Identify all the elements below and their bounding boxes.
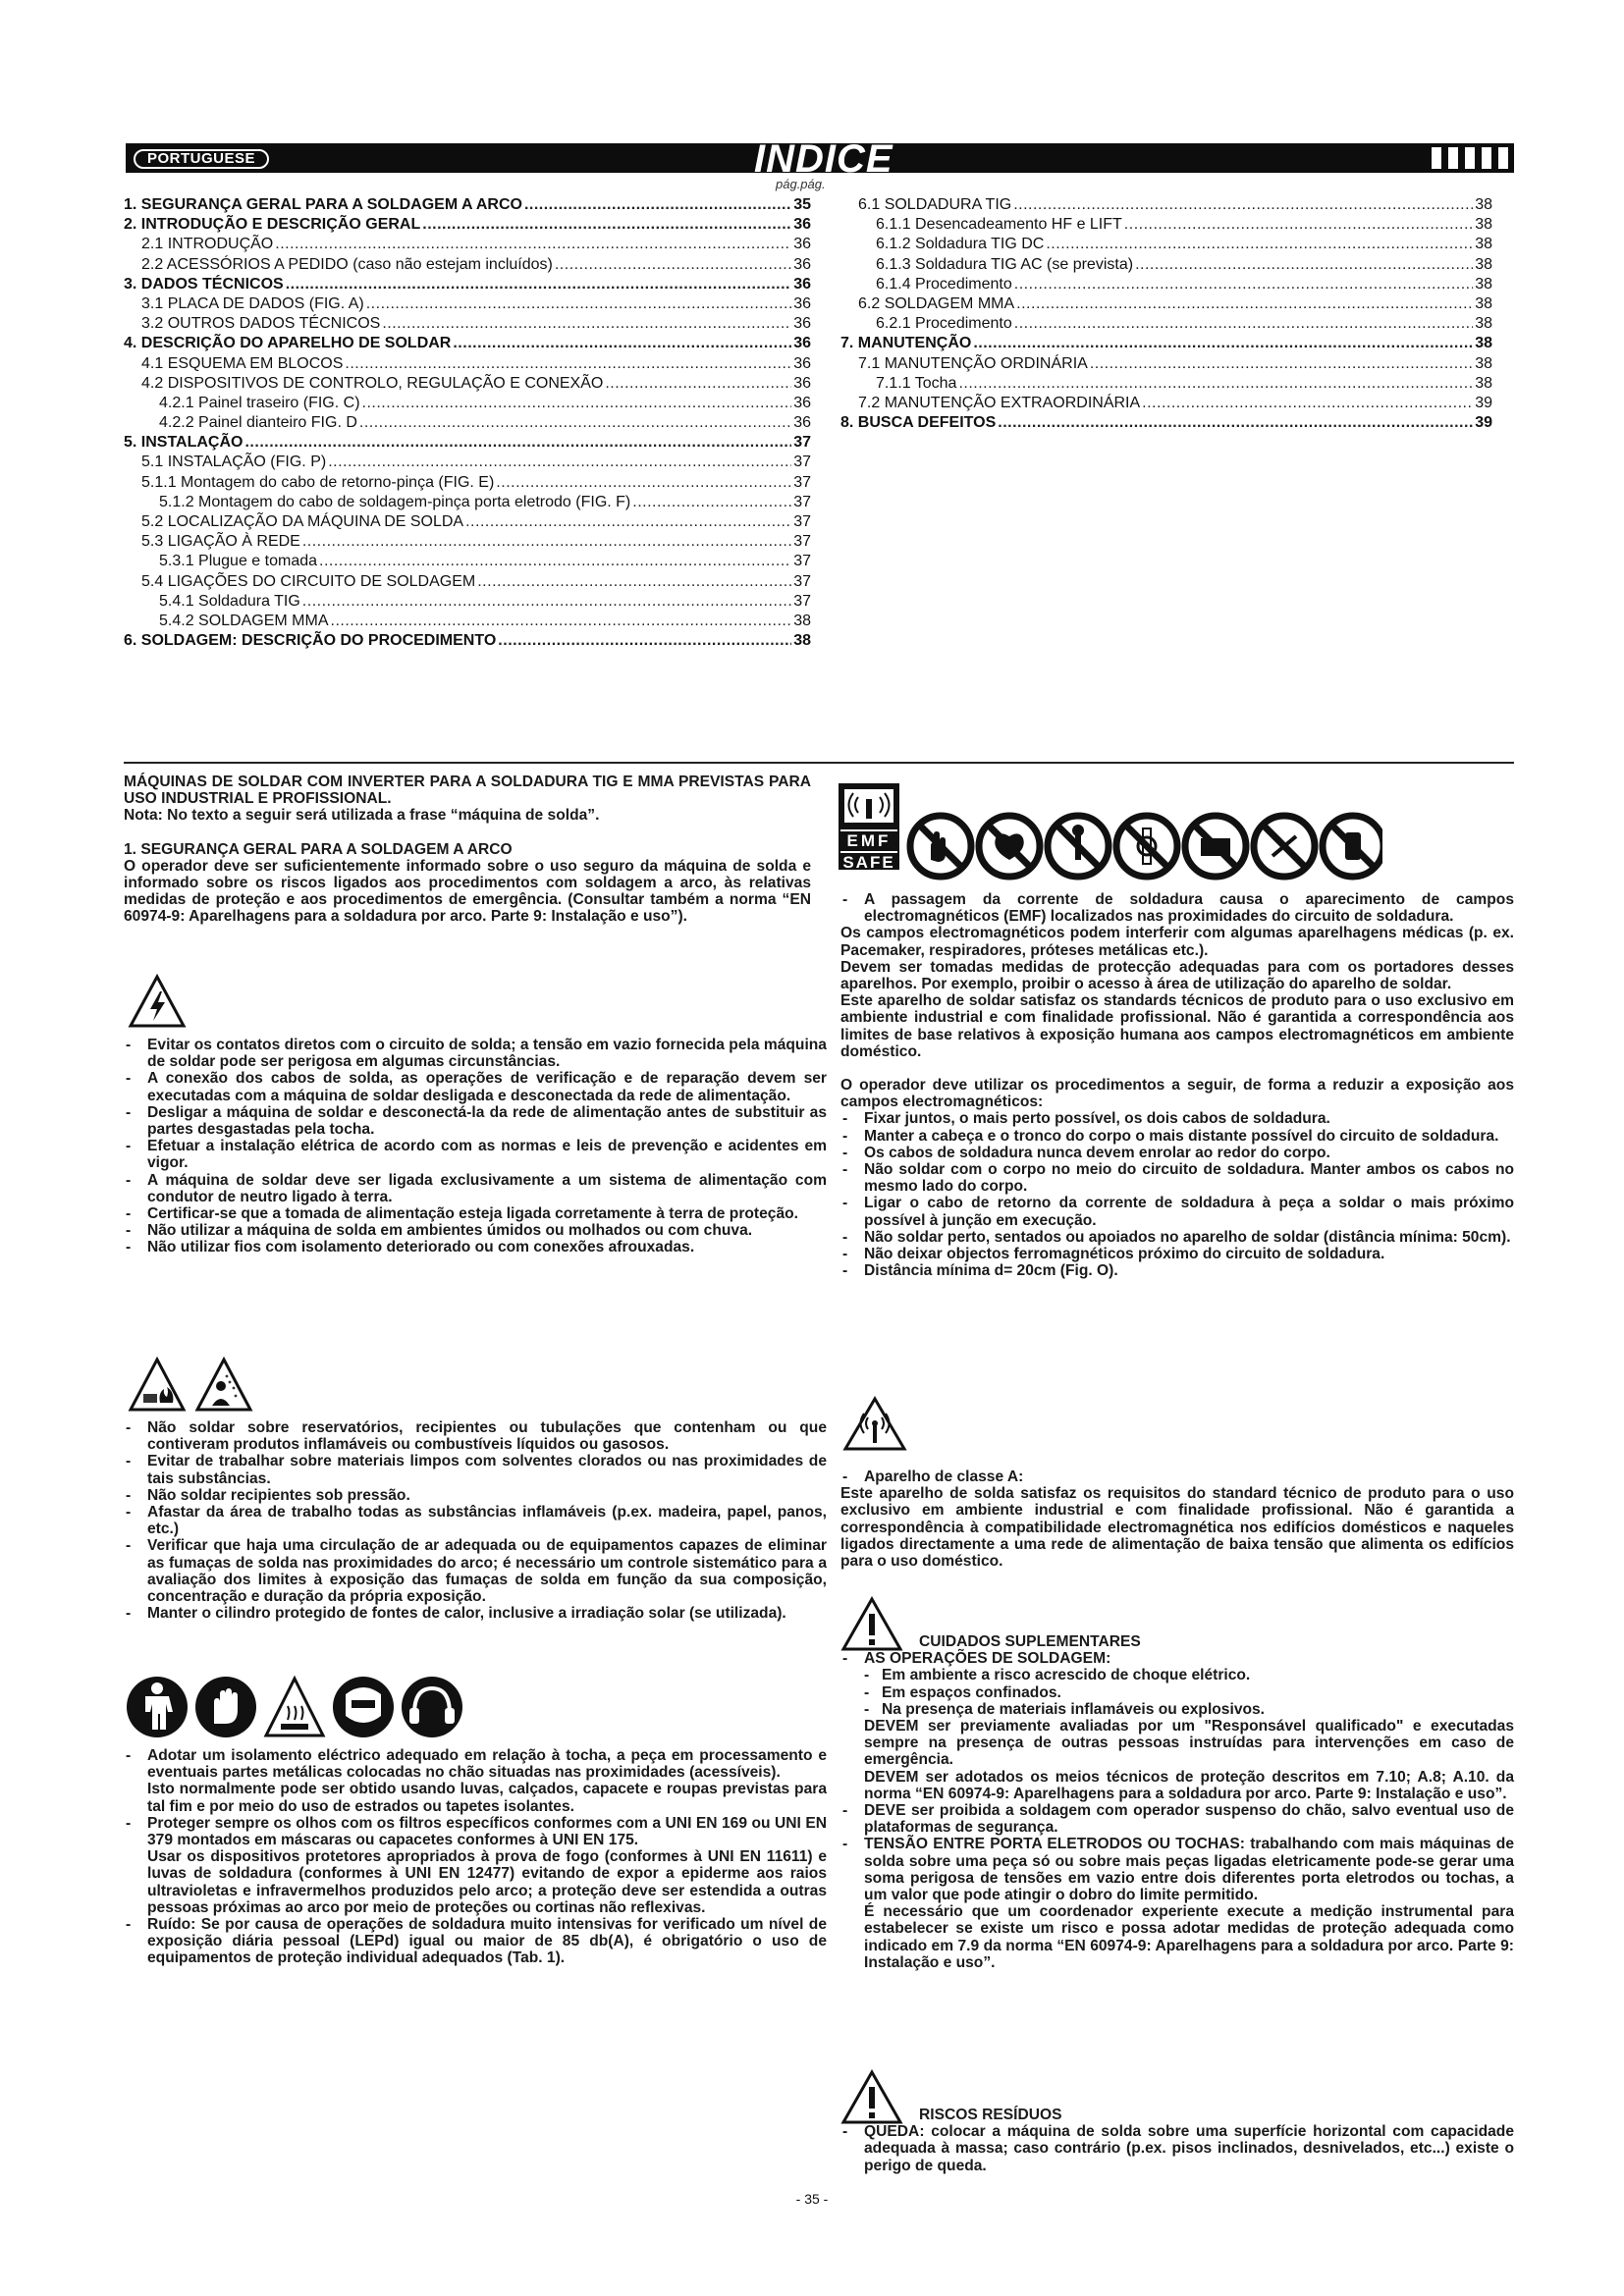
toc-leader-dots bbox=[366, 294, 791, 314]
toc-entry-title: 6.1.2 Soldadura TIG DC bbox=[876, 236, 1045, 253]
emf-block bbox=[840, 891, 1514, 1279]
intro-note: Nota: No texto a seguir será utilizada a frase “máquina de solda”. bbox=[124, 807, 600, 825]
safe-label: SAFE bbox=[840, 851, 897, 873]
toc-entry-page: 36 bbox=[793, 216, 811, 234]
toc-entry bbox=[124, 334, 811, 353]
prohibition-icons bbox=[905, 811, 1382, 881]
toc-entry-page: 37 bbox=[793, 473, 811, 491]
residual-risk-list bbox=[840, 2123, 1514, 2174]
class-a-list bbox=[840, 1468, 1514, 1485]
toc-entry-page: 36 bbox=[793, 354, 811, 372]
toc-entry-page: 36 bbox=[793, 394, 811, 411]
toc-entry bbox=[840, 334, 1492, 353]
toc-entry bbox=[124, 433, 811, 453]
toc-leader-dots bbox=[555, 255, 791, 275]
toc-entry-page: 38 bbox=[1475, 255, 1492, 273]
toc-entry bbox=[840, 374, 1492, 394]
toc-entry-title: 6.1.3 Soldadura TIG AC (se prevista) bbox=[876, 255, 1134, 273]
toc-entry-title: 5.4 LIGAÇÕES DO CIRCUITO DE SOLDAGEM bbox=[141, 572, 476, 590]
toc-leader-dots bbox=[382, 314, 791, 334]
toc-entry-title: 4.2.2 Painel dianteiro FIG. D bbox=[159, 414, 357, 432]
list-item: - Manter a cabeça e o tronco do corpo o mais distante possível do circuito de soldadura. bbox=[840, 1128, 1514, 1145]
toc-entry-title: 6.1.4 Procedimento bbox=[876, 275, 1012, 293]
toc-entry-title: 5.4.2 SOLDAGEM MMA bbox=[159, 612, 329, 629]
toc-leader-dots bbox=[1124, 215, 1473, 235]
toc-leader-dots bbox=[1090, 354, 1473, 374]
toc-entry-page: 38 bbox=[1475, 275, 1492, 293]
toc-entry bbox=[124, 512, 811, 532]
toc-entry bbox=[124, 255, 811, 275]
emf-safe-badge bbox=[839, 783, 899, 870]
toc-entry-title: 2.1 INTRODUÇÃO bbox=[141, 236, 274, 253]
list-item: - Evitar os contatos diretos com o circuito de solda; a tensão em vazio fornecida pela máquina de soldar pode ser perigosa em algumas circunstâncias. bbox=[124, 1037, 827, 1070]
toc-entry bbox=[124, 294, 811, 314]
toc-entry bbox=[840, 294, 1492, 314]
toc-entry-page: 36 bbox=[793, 374, 811, 392]
toc-entry-title: 5. INSTALAÇÃO bbox=[124, 434, 244, 452]
toc-leader-dots bbox=[465, 512, 791, 532]
toc-entry-page: 37 bbox=[793, 572, 811, 590]
toc-entry-title: 4.2.1 Painel traseiro (FIG. C) bbox=[159, 394, 360, 411]
fire-hazard-icon bbox=[131, 1360, 184, 1410]
list-item: - DEVE ser proibida a soldagem com operador suspenso do chão, salvo eventual uso de plataformas de segurança. bbox=[840, 1802, 1514, 1836]
protective-clothing-icon bbox=[127, 1677, 188, 1737]
toc-entry-page: 39 bbox=[1475, 394, 1492, 411]
toc-leader-dots bbox=[286, 275, 792, 294]
supplementary-care-paragraph-1: DEVEM ser previamente avaliadas por um "Responsável qualificado" e executadas sempre na presença de outras pessoas instruídas para intervenções em caso de emergência. bbox=[864, 1718, 1514, 1769]
emf-procedure-list bbox=[840, 1110, 1514, 1279]
no-electronic-devices-icon bbox=[1323, 816, 1382, 877]
toc-entry bbox=[124, 374, 811, 394]
toc-entry-title: 4. DESCRIÇÃO DO APARELHO DE SOLDAR bbox=[124, 335, 452, 352]
no-magnetic-card-icon bbox=[1185, 816, 1246, 877]
list-item: - Distância mínima d= 20cm (Fig. O). bbox=[840, 1262, 1514, 1279]
emf-paragraph-1: Os campos electromagnéticos podem interferir com algumas aparelhagens médicas (p. ex. Pacemaker, respiradores, próteses metálicas etc.). bbox=[840, 925, 1514, 959]
list-item: - QUEDA: colocar a máquina de solda sobre uma superfície horizontal com capacidade adequada à massa; caso contrário (p.ex. pisos inclinados, desnivelados, etc...) existe o perigo de queda. bbox=[840, 2123, 1514, 2174]
toc-entry-page: 35 bbox=[793, 196, 811, 213]
ppe-list bbox=[124, 1747, 827, 1967]
list-item: - Não soldar recipientes sob pressão. bbox=[124, 1487, 827, 1504]
electric-hazard-icon bbox=[128, 974, 187, 1029]
toc-entry-page: 38 bbox=[793, 612, 811, 629]
toc-entry-title: 6.1.1 Desencadeamento HF e LIFT bbox=[876, 216, 1122, 234]
toc-entry bbox=[124, 453, 811, 472]
list-item: - Não soldar sobre reservatórios, recipientes ou tubulações que contenham ou que contiveram produtos inflamáveis ou combustíveis líquidos ou gasosos. bbox=[124, 1419, 827, 1453]
toc-entry bbox=[124, 473, 811, 493]
list-item: - TENSÃO ENTRE PORTA ELETRODOS OU TOCHAS: trabalhando com mais máquinas de solda sobre uma peça só ou sobre mais peças ligadas eletricamente pode-se gerar uma soma perigosa de tensões em vazio entre dois diferentes porta eletrodos ou tochas, a um valor que pode atingir o dobro do limite permitido. É necessário que um coordenador experiente execute a medição instrumental para estabelecer se existe um risco e possa adotar medidas de proteção adequada como indicado em 7.9 da norma “EN 60974-9: Aparelhagens para a soldadura por arco. Parte 9: Instalação e uso”. bbox=[840, 1836, 1514, 1971]
no-metal-objects-icon bbox=[1254, 816, 1315, 877]
toc-entry-title: 1. SEGURANÇA GERAL PARA A SOLDAGEM A ARCO bbox=[124, 196, 522, 213]
toc-entry bbox=[124, 195, 811, 215]
list-item: - A máquina de soldar deve ser ligada exclusivamente a um sistema de alimentação com condutor de neutro ligado à terra. bbox=[124, 1172, 827, 1205]
fire-safety-list bbox=[124, 1419, 827, 1622]
toc-entry bbox=[840, 275, 1492, 294]
toc-leader-dots bbox=[477, 572, 791, 592]
fire-list-block bbox=[124, 1419, 827, 1622]
list-item: - Evitar de trabalhar sobre materiais limpos com solventes clorados ou nas proximidades de tais substâncias. bbox=[124, 1453, 827, 1486]
toc-leader-dots bbox=[1014, 314, 1473, 334]
list-item: - Ruído: Se por causa de operações de soldadura muito intensivas for verificado um nível de exposição diária pessoal (LEPd) igual ou maior de 85 db(A), é obrigatório o uso de equipamentos de proteção individual adequados (Tab. 1). bbox=[124, 1916, 827, 1967]
toc-leader-dots bbox=[1046, 235, 1473, 254]
toc-entry-title: 5.3.1 Plugue e tomada bbox=[159, 553, 318, 570]
list-item: - Não soldar perto, sentados ou apoiados no aparelho de soldar (distância mínima: 50cm). bbox=[840, 1229, 1514, 1246]
toc-entry-title: 6.2 SOLDAGEM MMA bbox=[858, 294, 1015, 312]
list-item: - Não deixar objectos ferromagnéticos próximo do circuito de soldadura. bbox=[840, 1246, 1514, 1262]
toc-entry bbox=[124, 235, 811, 254]
toc-leader-dots bbox=[359, 413, 791, 433]
toc-entry-page: 38 bbox=[1475, 315, 1492, 333]
residual-risk-title: RISCOS RESÍDUOS bbox=[919, 2107, 1062, 2123]
list-item: - A passagem da corrente de soldadura causa o aparecimento de campos electromagnéticos (EMF) localizados nas proximidades do circuito de soldadura. bbox=[840, 891, 1514, 925]
toc-entry bbox=[124, 612, 811, 631]
toc-entry-page: 38 bbox=[1475, 374, 1492, 392]
toc-leader-dots bbox=[362, 394, 792, 413]
list-item: - Adotar um isolamento eléctrico adequado em relação à tocha, a peça em processamento e eventuais partes metálicas colocadas no chão situadas nas proximidades (acessíveis). Isto normalmente pode ser obtido usando luvas, calçados, capacete e roupas previstas para tal fim e por meio do uso de estrados ou tapetes isolantes. bbox=[124, 1747, 827, 1815]
no-metal-implant-icon bbox=[1048, 816, 1109, 877]
toc-leader-dots bbox=[244, 433, 791, 453]
toc-entry-page: 37 bbox=[793, 533, 811, 551]
toc-entry-page: 37 bbox=[793, 434, 811, 452]
no-pacemaker-icon bbox=[979, 816, 1040, 877]
toc-entry-page: 38 bbox=[1475, 196, 1492, 213]
toc-entry-page: 36 bbox=[793, 294, 811, 312]
toc-leader-dots bbox=[302, 532, 791, 552]
toc-entry-page: 36 bbox=[793, 236, 811, 253]
toc-entry-page: 38 bbox=[1475, 294, 1492, 312]
no-hand-icon bbox=[910, 816, 971, 877]
toc-entry-page: 37 bbox=[793, 553, 811, 570]
toc-entry-page: 38 bbox=[1475, 236, 1492, 253]
header-bars-decoration bbox=[1432, 147, 1508, 169]
supplementary-care-list bbox=[840, 1650, 1514, 1667]
toc-entry bbox=[840, 314, 1492, 334]
toc-left-column bbox=[124, 195, 811, 651]
list-item: - Manter o cilindro protegido de fontes de calor, inclusive a irradiação solar (se utilizada). bbox=[124, 1605, 827, 1622]
toc-entry-title: 3.2 OUTROS DADOS TÉCNICOS bbox=[141, 315, 381, 333]
class-a-paragraph: Este aparelho de solda satisfaz os requisitos do standard técnico de produto para o uso exclusivo em ambiente industrial e com finalidade profissional. Não é garantida a correspondência à compatibilidade electromagnética nos edifícios domésticos e naqueles ligados directamente a uma rede de alimentação de baixa tensão que alimenta os edifícios para o uso doméstico. bbox=[840, 1485, 1514, 1571]
toc-leader-dots bbox=[1016, 294, 1473, 314]
intro-block bbox=[124, 774, 811, 926]
toc-leader-dots bbox=[345, 354, 791, 374]
emf-paragraph-4: O operador deve utilizar os procedimentos a seguir, de forma a reduzir a exposição aos campos electromagnéticos: bbox=[840, 1077, 1514, 1111]
toc-entry-title: 8. BUSCA DEFEITOS bbox=[840, 414, 997, 432]
toc-entry-page: 37 bbox=[793, 513, 811, 530]
ear-protection-icon bbox=[402, 1677, 462, 1737]
fire-and-fumes-hazard-icons bbox=[128, 1357, 255, 1414]
toc-entry bbox=[124, 552, 811, 571]
electric-list-block bbox=[124, 1037, 827, 1256]
toc-leader-dots bbox=[498, 631, 791, 651]
toc-leader-dots bbox=[1142, 394, 1473, 413]
toc-leader-dots bbox=[1013, 195, 1473, 215]
toc-entry-page: 37 bbox=[793, 454, 811, 471]
electric-safety-list bbox=[124, 1037, 827, 1256]
toc-entry-title: 5.4.1 Soldadura TIG bbox=[159, 592, 300, 610]
no-watch-icon bbox=[1116, 816, 1177, 877]
face-shield-icon bbox=[333, 1677, 394, 1737]
list-item: - Não soldar com o corpo no meio do circuito de soldadura. Manter ambos os cabos no mesmo lado do corpo. bbox=[840, 1161, 1514, 1195]
toc-leader-dots bbox=[453, 334, 791, 353]
toc-leader-dots bbox=[302, 592, 791, 612]
list-item: - Os cabos de soldadura nunca devem enrolar ao redor do corpo. bbox=[840, 1145, 1514, 1161]
list-item: - Certificar-se que a tomada de alimentação esteja ligada corretamente à terra de proteção. bbox=[124, 1205, 827, 1222]
toc-leader-dots bbox=[319, 552, 791, 571]
toc-leader-dots bbox=[275, 235, 791, 254]
toc-entry bbox=[840, 413, 1492, 433]
page-title: INDICE bbox=[754, 137, 893, 181]
toc-entry-title: 3. DADOS TÉCNICOS bbox=[124, 275, 284, 293]
toc-entry bbox=[124, 354, 811, 374]
list-item: - Desligar a máquina de soldar e desconectá-la da rede de alimentação antes de substituir as partes desgastadas pela tocha. bbox=[124, 1104, 827, 1138]
toc-entry bbox=[124, 592, 811, 612]
toc-entry-page: 38 bbox=[1475, 354, 1492, 372]
toc-leader-dots bbox=[422, 215, 791, 235]
list-item: - Aparelho de classe A: bbox=[840, 1468, 1514, 1485]
list-item: - A conexão dos cabos de solda, as operações de verificação e de reparação devem ser executadas com a máquina de soldar desligada e desconectada da rede de alimentação. bbox=[124, 1070, 827, 1103]
toc-leader-dots bbox=[605, 374, 791, 394]
radio-interference-warning-icon bbox=[842, 1396, 907, 1451]
toc-leader-dots bbox=[1135, 255, 1473, 275]
gloves-icon bbox=[195, 1677, 256, 1737]
section1-title: 1. SEGURANÇA GERAL PARA A SOLDAGEM A ARCO bbox=[124, 840, 513, 858]
toc-leader-dots bbox=[973, 334, 1473, 353]
ppe-icons bbox=[126, 1675, 465, 1739]
toc-entry-title: 4.1 ESQUEMA EM BLOCOS bbox=[141, 354, 344, 372]
toc-entry-title: 7.2 MANUTENÇÃO EXTRAORDINÁRIA bbox=[858, 394, 1141, 411]
toc-entry bbox=[840, 354, 1492, 374]
toc-entry bbox=[124, 314, 811, 334]
toc-entry bbox=[124, 215, 811, 235]
toc-entry-title: 5.1.2 Montagem do cabo de soldagem-pinça porta eletrodo (FIG. F) bbox=[159, 493, 631, 510]
toc-entry-title: 4.2 DISPOSITIVOS DE CONTROLO, REGULAÇÃO E CONEXÃO bbox=[141, 374, 604, 392]
toc-entry bbox=[124, 532, 811, 552]
list-item: - Proteger sempre os olhos com os filtros específicos conformes com a UNI EN 169 ou UNI EN 379 montados em máscaras ou capacetes conformes à UNI EN 175. Usar os dispositivos protetores apropriados à prova de fogo (conformes à UNI EN 11611) e luvas de soldadura (conformes à UNI EN 12477) evitando de expor a epiderme aos raios ultravioletas e infravermelhos produzidos pelo arco; a proteção deve ser estendida a outras pessoas próximas ao arco por meio de proteções ou cortinas não reflexivas. bbox=[124, 1815, 827, 1916]
toc-entry-title: 5.2 LOCALIZAÇÃO DA MÁQUINA DE SOLDA bbox=[141, 513, 464, 530]
supplementary-care-list-2 bbox=[840, 1802, 1514, 1971]
toc-leader-dots bbox=[1014, 275, 1473, 294]
toc-entry bbox=[840, 394, 1492, 413]
intro-title: MÁQUINAS DE SOLDAR COM INVERTER PARA A SOLDADURA TIG E MMA PREVISTAS PARA USO INDUSTRIAL E PROFISSIONAL. bbox=[124, 774, 811, 808]
toc-entry-page: 38 bbox=[1475, 335, 1492, 352]
toc-leader-dots bbox=[331, 612, 792, 631]
list-item: - Verificar que haja uma circulação de ar adequada ou de equipamentos capazes de eliminar as fumaças de solda nas proximidades do arco; é necessário um controle sistemático para a avaliação dos limites à exposição das fumaças de solda em função da sua composição, concentração e duração da própria exposição. bbox=[124, 1537, 827, 1605]
header-bar bbox=[126, 137, 1514, 181]
toc-leader-dots bbox=[524, 195, 791, 215]
toc-right-column bbox=[840, 195, 1492, 433]
section-divider bbox=[124, 762, 1514, 764]
toc-entry-page: 36 bbox=[793, 315, 811, 333]
toc-entry-title: 6.1 SOLDADURA TIG bbox=[858, 196, 1012, 213]
supplementary-care-title: CUIDADOS SUPLEMENTARES bbox=[919, 1633, 1141, 1650]
class-a-block bbox=[840, 1468, 1514, 1570]
toc-entry-title: 7. MANUTENÇÃO bbox=[840, 335, 972, 352]
emf-label: EMF bbox=[840, 829, 897, 851]
supplementary-care-paragraph-2: DEVEM ser adotados os meios técnicos de proteção descritos em 7.10; A.8; A.10. da norma “EN 60974-9: Aparelhagens para a soldadura por arco. Parte 9: Instalação e uso”. bbox=[864, 1768, 1514, 1802]
toc-entry-page: 37 bbox=[793, 493, 811, 510]
page-number: - 35 - bbox=[795, 2191, 829, 2207]
toc-entry-title: 2.2 ACESSÓRIOS A PEDIDO (caso não estejam incluídos) bbox=[141, 255, 553, 273]
toc-entry-title: 2. INTRODUÇÃO E DESCRIÇÃO GERAL bbox=[124, 216, 421, 234]
supplementary-care-sublist bbox=[840, 1667, 1514, 1718]
toc-entry bbox=[840, 255, 1492, 275]
toc-entry-title: 5.1 INSTALAÇÃO (FIG. P) bbox=[141, 454, 327, 471]
toc-entry-title: 7.1.1 Tocha bbox=[876, 374, 957, 392]
toc-entry bbox=[124, 413, 811, 433]
toc-leader-dots bbox=[632, 493, 791, 512]
toc-entry-page: 38 bbox=[1475, 216, 1492, 234]
toc-entry-page: 36 bbox=[793, 275, 811, 293]
toc-entry-page: 36 bbox=[793, 335, 811, 352]
list-item: - AS OPERAÇÕES DE SOLDAGEM: bbox=[840, 1650, 1514, 1667]
toc-entry-page: 37 bbox=[793, 592, 811, 610]
hot-surface-warning-icon bbox=[266, 1679, 323, 1735]
antenna-icon bbox=[840, 785, 897, 825]
toc-leader-dots bbox=[958, 374, 1473, 394]
toc-entry-page: 36 bbox=[793, 255, 811, 273]
list-item: - Na presença de materiais inflamáveis ou explosivos. bbox=[840, 1701, 1514, 1718]
fumes-hazard-icon bbox=[197, 1360, 250, 1410]
supplementary-care-block bbox=[840, 1633, 1514, 1971]
section1-paragraph: O operador deve ser suficientemente informado sobre o uso seguro da máquina de solda e informado sobre os riscos ligados aos procedimentos com soldagem a arco, às relativas medidas de proteção e aos procedimentos de emergência. (Consultar também a norma “EN 60974-9: Aparelhagens para a soldadura por arco. Parte 9: Instalação e uso”). bbox=[124, 857, 811, 926]
list-item: - Em espaços confinados. bbox=[840, 1684, 1514, 1701]
toc-leader-dots bbox=[496, 473, 791, 493]
page-column-label: pág.pág. bbox=[776, 177, 826, 191]
list-item: - Afastar da área de trabalho todas as substâncias inflamáveis (p.ex. madeira, papel, panos, etc.) bbox=[124, 1504, 827, 1537]
toc-entry-page: 39 bbox=[1475, 414, 1492, 432]
language-badge: PORTUGUESE bbox=[134, 149, 269, 169]
toc-entry-title: 5.1.1 Montagem do cabo de retorno-pinça (FIG. E) bbox=[141, 473, 495, 491]
toc-entry bbox=[840, 215, 1492, 235]
toc-entry-page: 38 bbox=[793, 632, 811, 650]
list-item: - Não utilizar fios com isolamento deteriorado ou com conexões afrouxadas. bbox=[124, 1239, 827, 1255]
toc-entry-title: 5.3 LIGAÇÃO À REDE bbox=[141, 533, 300, 551]
list-item: - Efetuar a instalação elétrica de acordo com as normas e leis de prevenção e acidentes em vigor. bbox=[124, 1138, 827, 1171]
list-item: - Em ambiente a risco acrescido de choque elétrico. bbox=[840, 1667, 1514, 1683]
ppe-list-block bbox=[124, 1747, 827, 1967]
toc-entry bbox=[124, 493, 811, 512]
toc-entry bbox=[840, 235, 1492, 254]
toc-entry-page: 36 bbox=[793, 414, 811, 432]
toc-entry-title: 6. SOLDAGEM: DESCRIÇÃO DO PROCEDIMENTO bbox=[124, 632, 497, 650]
toc-leader-dots bbox=[328, 453, 791, 472]
toc-entry-title: 3.1 PLACA DE DADOS (FIG. A) bbox=[141, 294, 364, 312]
toc-leader-dots bbox=[998, 413, 1473, 433]
emf-intro-list bbox=[840, 891, 1514, 925]
emf-paragraph-3: Este aparelho de soldar satisfaz os standards técnicos de produto para o uso exclusivo em ambiente industrial e com finalidade profissional. Não é garantida a correspondência aos limites de base relativos à exposição humana aos campos electromagnéticos em ambiente doméstico. bbox=[840, 992, 1514, 1060]
toc-entry bbox=[124, 275, 811, 294]
toc-entry bbox=[124, 631, 811, 651]
list-item: - Fixar juntos, o mais perto possível, os dois cabos de soldadura. bbox=[840, 1110, 1514, 1127]
emf-paragraph-2: Devem ser tomadas medidas de protecção adequadas para com os portadores desses aparelhos. Por exemplo, proibir o acesso à área de utilização do aparelho de soldar. bbox=[840, 958, 1514, 993]
toc-entry bbox=[840, 195, 1492, 215]
list-item: - Ligar o cabo de retorno da corrente de soldadura à peça a soldar o mais próximo possível à junção em execução. bbox=[840, 1195, 1514, 1228]
toc-entry bbox=[124, 394, 811, 413]
toc-entry-title: 7.1 MANUTENÇÃO ORDINÁRIA bbox=[858, 354, 1088, 372]
residual-risk-block bbox=[840, 2107, 1514, 2174]
list-item: - Não utilizar a máquina de solda em ambientes úmidos ou molhados ou com chuva. bbox=[124, 1222, 827, 1239]
toc-entry-title: 6.2.1 Procedimento bbox=[876, 315, 1012, 333]
toc-entry bbox=[124, 572, 811, 592]
